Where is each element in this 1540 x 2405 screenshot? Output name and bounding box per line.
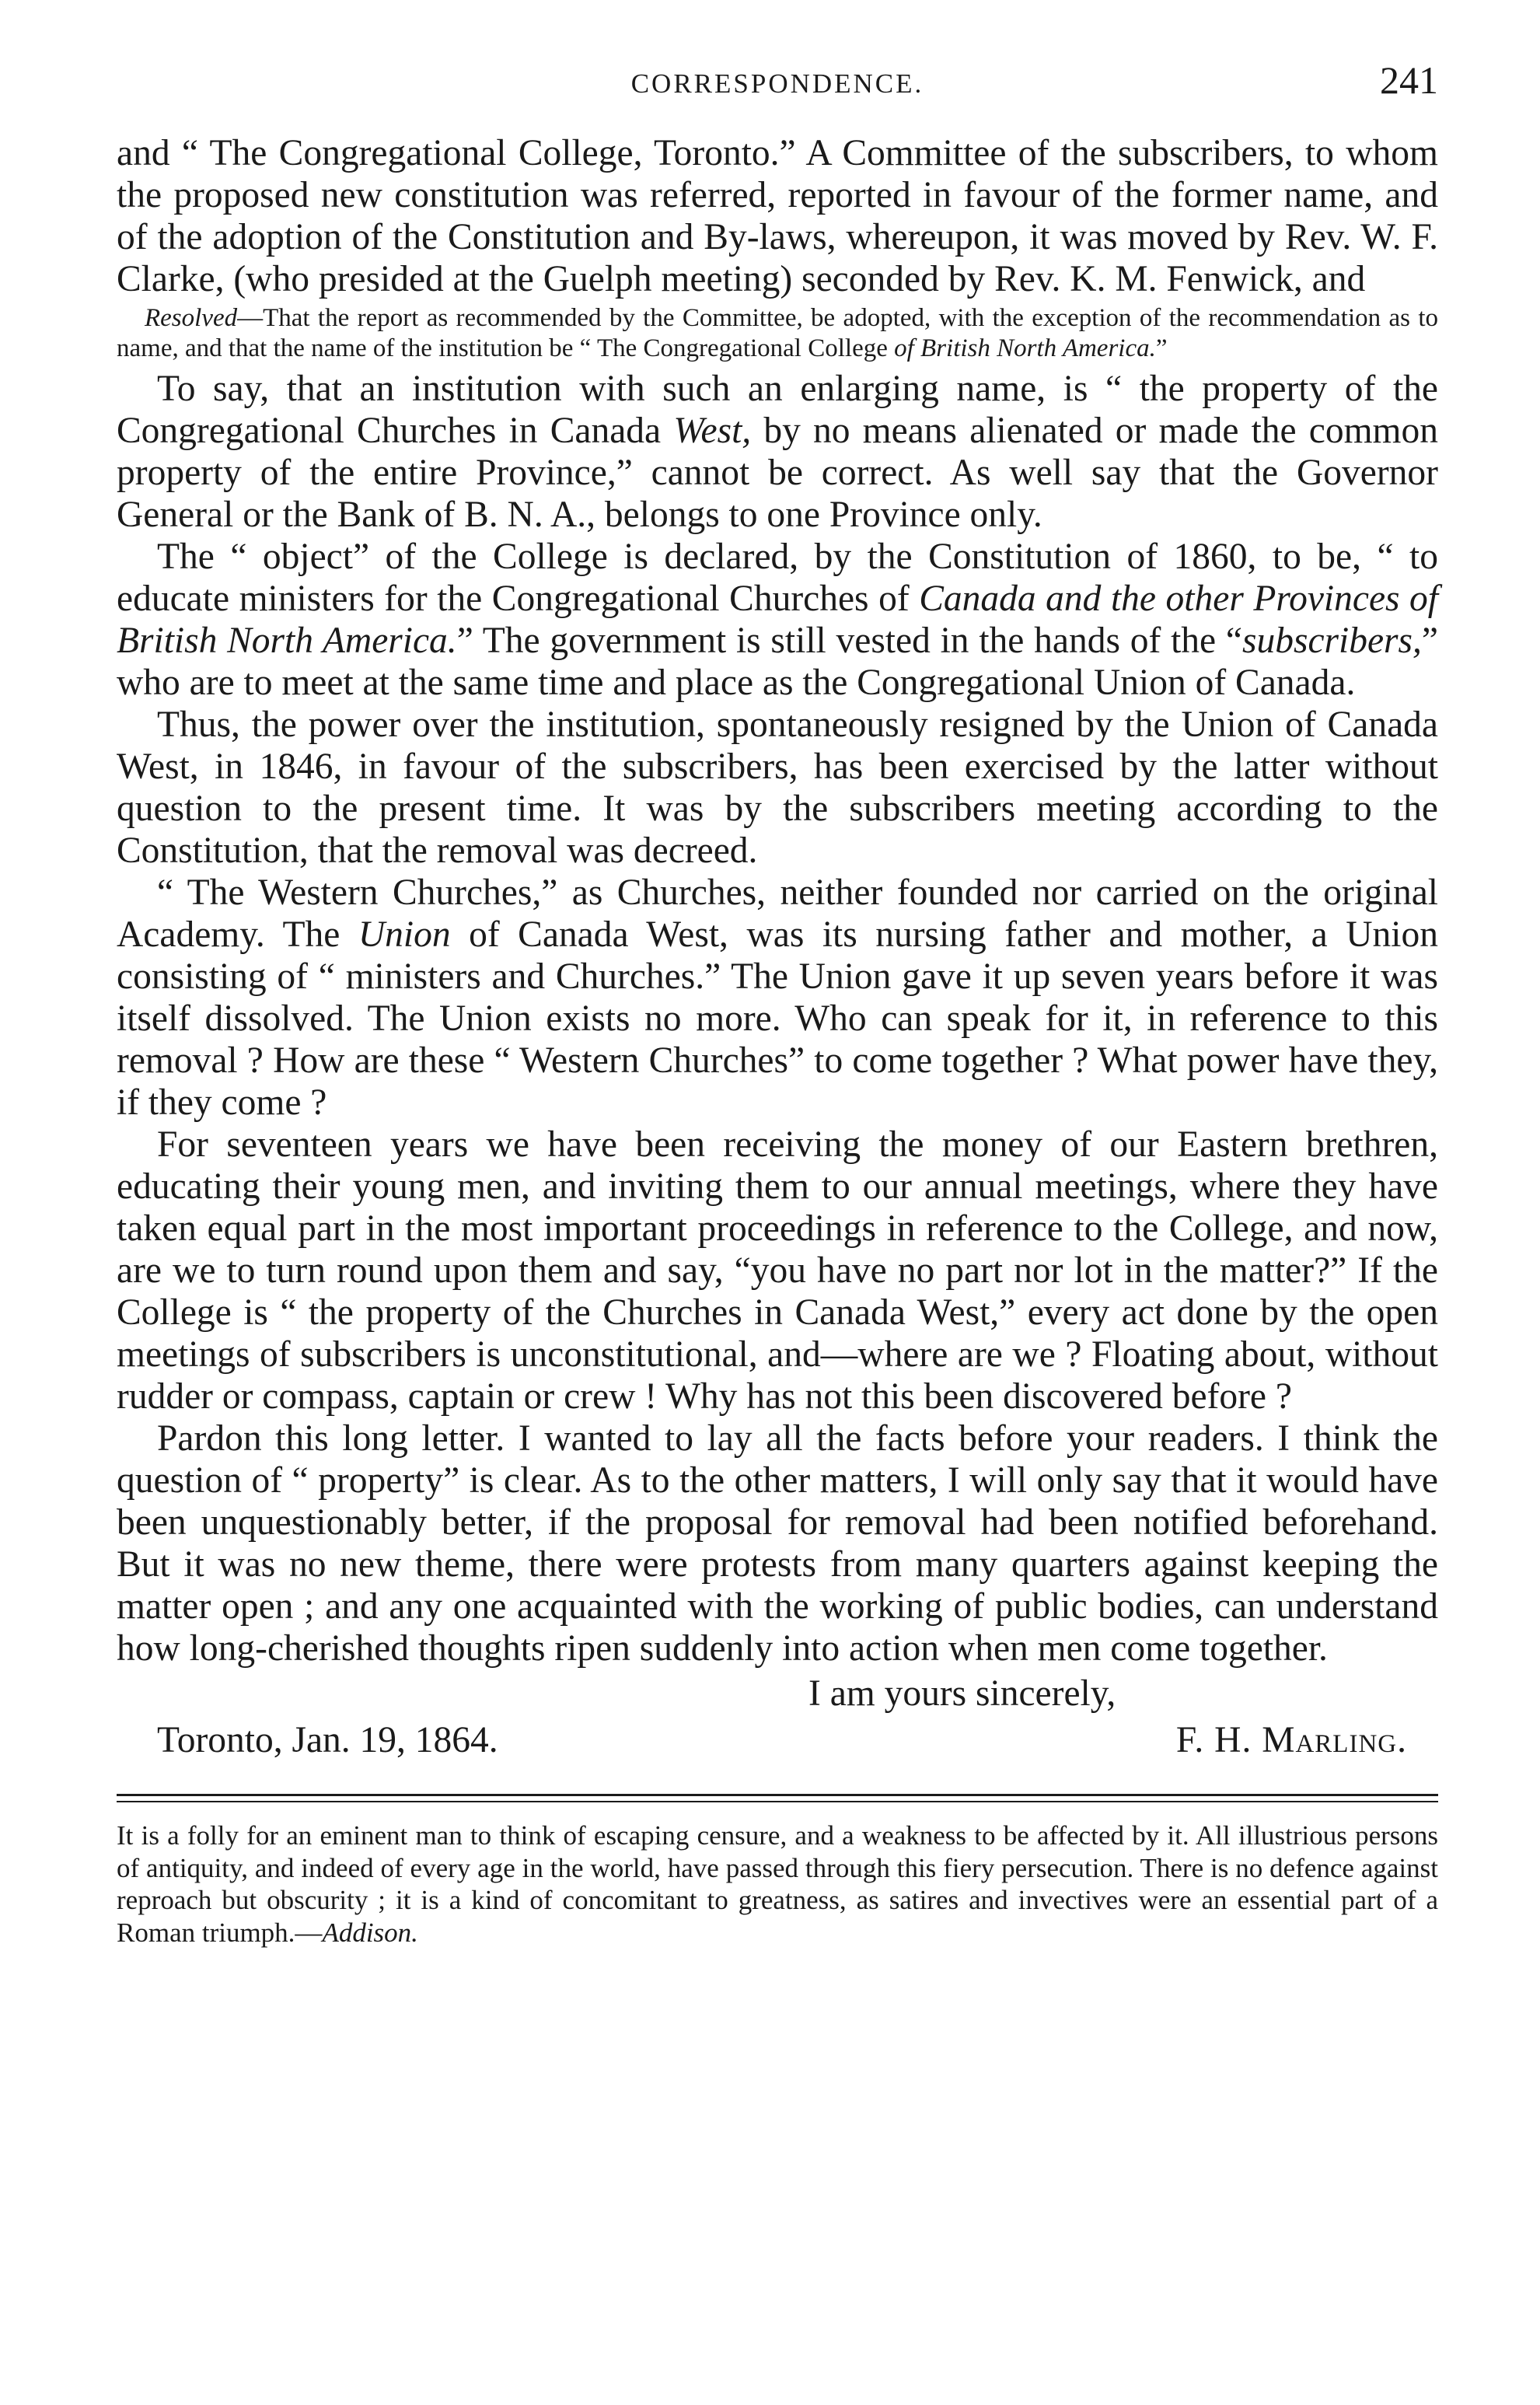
letter-closing xyxy=(117,1669,1438,1766)
page xyxy=(117,47,1438,2379)
paragraph-6 xyxy=(117,1124,1438,1417)
paragraph-3 xyxy=(117,536,1438,704)
running-title: CORRESPONDENCE. xyxy=(630,68,924,99)
paragraph-2-italic: West, xyxy=(673,411,752,451)
paragraph-3-italic-1: Canada and the other Provinces of British North America. xyxy=(117,579,1438,661)
paragraph-2-text-a: To say, that an institution with such an enlarging name, is “ the property of the Congregational Churches in Canada xyxy=(117,369,1438,451)
page-number: 241 xyxy=(1380,58,1438,102)
paragraph-4 xyxy=(117,704,1438,872)
paragraph-5 xyxy=(117,872,1438,1124)
footnote-attribution: Addison. xyxy=(322,1917,418,1948)
footnote-text: It is a folly for an eminent man to think of escaping censure, and a weakness to be affected by it. All illustrious persons of antiquity, and indeed of every age in the world, have passed through this fiery persecution. There is no defence against reproach but obscurity ; it is a kind of concomitant to greatness, as satires and invectives were an essential part of a Roman triumph.— xyxy=(117,1820,1438,1948)
paragraph-4-text: Thus, the power over the institution, spontaneously resigned by the Union of Canada West, in 1846, in favour of the subscribers, has been exercised by the latter without question to the present time. It was by the subscribers meeting according to the Constitution, that the removal was decreed. xyxy=(117,704,1438,871)
paragraph-5-text-a: “ The Western Churches,” as Churches, neither founded nor carried on the original Academy. The xyxy=(117,872,1438,955)
paragraph-7-text: Pardon this long letter. I wanted to lay all the facts before your readers. I think the question of “ property” is clear. As to the other matters, I will only say that it would have been unquestionably better, if the proposal for removal had been notified beforehand. But it was no new theme, there were protests from many quarters against keeping the matter open ; and any one acquainted with the working of public bodies, can understand how long-cherished thoughts ripen suddenly into action when men come together. xyxy=(117,1418,1438,1669)
paragraph-3-text-b: ” The government is still vested in the hands of the “ xyxy=(456,620,1242,661)
resolution-italic: of British North America. xyxy=(894,334,1156,362)
section-divider xyxy=(117,1794,1438,1802)
footnote-quote xyxy=(117,1819,1438,1949)
resolution-lead: Resolved xyxy=(145,304,238,332)
resolution-quote xyxy=(117,303,1438,363)
resolution-close: ” xyxy=(1155,334,1168,362)
paragraph-3-text-a: The “ object” of the College is declared, by the Constitution of 1860, to be, “ to educate ministers for the Congregational Churches of xyxy=(117,537,1438,619)
letter-body xyxy=(117,132,1438,1669)
valediction: I am yours sincerely, xyxy=(808,1673,1116,1714)
paragraph-1-text: and “ The Congregational College, Toronto.” A Committee of the subscribers, to whom the proposed new constitution was referred, reported in favour of the former name, and of the adoption of the Constitution and By-laws, whereupon, it was moved by Rev. W. F. Clarke, (who presided at the Guelph meeting) seconded by Rev. K. M. Fenwick, and xyxy=(117,133,1438,299)
paragraph-5-italic: Union xyxy=(358,914,451,955)
signature: F. H. Marling. xyxy=(1175,1720,1407,1760)
paragraph-6-text: For seventeen years we have been receiving the money of our Eastern brethren, educating their young men, and inviting them to our annual meetings, where they have taken equal part in the most important proceedings in reference to the College, and now, are we to turn round upon them and say, “you have no part nor lot in the matter?” If the College is “ the property of the Churches in Canada West,” every act done by the open meetings of subscribers is unconstitutional, and—where are we ? Floating about, without rudder or compass, captain or crew ! Why has not this been discovered before ? xyxy=(117,1124,1438,1417)
running-head xyxy=(117,47,1438,132)
paragraph-7 xyxy=(117,1417,1438,1669)
footnote-paragraph xyxy=(117,1819,1438,1949)
paragraph-3-italic-2: subscribers, xyxy=(1241,620,1422,661)
divider-rule-thin xyxy=(117,1801,1438,1802)
paragraph-3-text-c: ” who are to meet at the same time and place as the Congregational Union of Canada. xyxy=(117,620,1438,703)
paragraph-2-text-b: by no means alienated or made the common property of the entire Province,” cannot be correct. As well say that the Governor General or the Bank of B. N. A., belongs to one Province only. xyxy=(117,411,1438,535)
place-date: Toronto, Jan. 19, 1864. xyxy=(157,1720,498,1760)
divider-rule-thick xyxy=(117,1794,1438,1796)
paragraph-5-text-b: of Canada West, was its nursing father and mother, a Union consisting of “ ministers and Churches.” The Union gave it up seven years before it was itself dissolved. The Union exists no more. Who can speak for it, in reference to this removal ? How are these “ Western Churches” to come together ? What power have they, if they come ? xyxy=(117,914,1438,1123)
resolution-text: —That the report as recommended by the Committee, be adopted, with the exception of the recommendation as to name, and that the name of the institution be “ The Congregational College xyxy=(117,304,1438,362)
paragraph-2 xyxy=(117,368,1438,536)
paragraph-1 xyxy=(117,132,1438,300)
